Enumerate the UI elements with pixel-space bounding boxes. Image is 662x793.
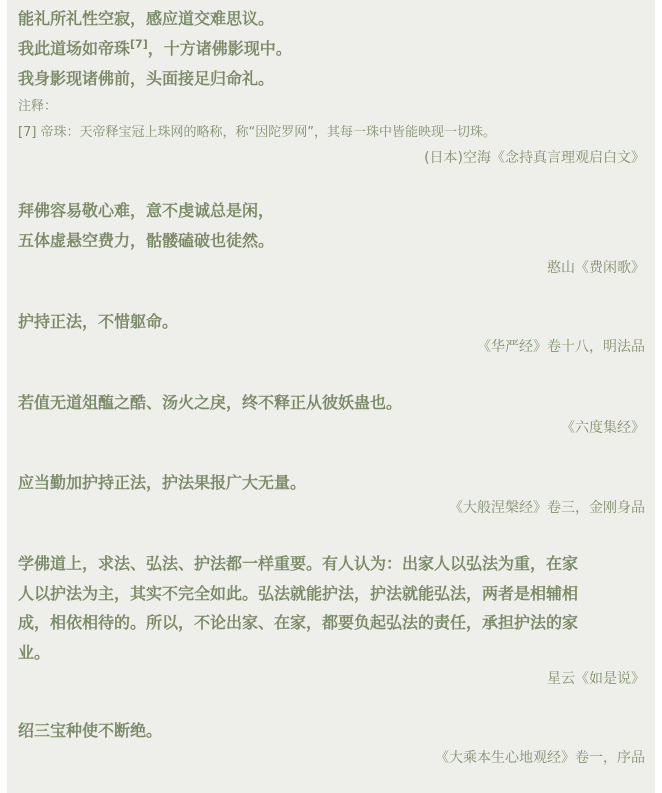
quote-block <box>18 388 645 440</box>
quote-line: 业。 <box>18 642 51 662</box>
quote-line: 绍三宝种使不断绝。 <box>18 721 163 740</box>
quote-line: 若值无道俎醢之酷、汤火之戾，终不释正从彼妖蛊也。 <box>18 393 403 412</box>
quote-block <box>18 4 645 170</box>
quote-line: 拜佛容易敬心难，意不虔诚总是闲， <box>18 201 275 220</box>
quote-line: 护持正法，不惜躯命。 <box>18 312 179 331</box>
quote-line: 学佛道上，求法、弘法、护法都一样重要。有人认为：出家人以弘法为重，在家 <box>18 554 579 573</box>
quote-source: 星云《如是说》 <box>547 671 645 687</box>
quote-block <box>18 549 645 691</box>
quote-source: 《六度集经》 <box>561 420 645 436</box>
quote-source: 《大般涅槃经》卷三，金刚身品 <box>449 500 645 516</box>
footnote-text: [7] 帝珠：天帝释宝冠上珠网的略称，称“因陀罗网”，其每一珠中皆能映现一切珠。 <box>18 125 497 140</box>
footnote-ref[interactable]: [7] <box>130 37 148 51</box>
quote-line: 我身影现诸佛前，头面接足归命礼。 <box>18 69 275 88</box>
quote-block <box>18 196 645 280</box>
quote-line: 应当勤加护持正法，护法果报广大无量。 <box>18 473 307 492</box>
quote-line <box>18 34 645 64</box>
quote-source: 《大乘本生心地观经》卷一，序品 <box>435 750 645 766</box>
quote-line: 能礼所礼性空寂，感应道交难思议。 <box>18 9 275 28</box>
quote-block <box>18 468 645 520</box>
quote-line: 五体虚悬空费力，骷髅磕破也徒然。 <box>18 231 275 250</box>
quote-line-part: ，十方诸佛影现中。 <box>147 39 292 58</box>
quote-line: 成，相依相待的。所以，不论出家、在家，都要负起弘法的责任，承担护法的家 <box>18 613 579 632</box>
note-label: 注释： <box>18 99 58 114</box>
quote-source: 《华严经》卷十八，明法品 <box>477 339 645 355</box>
quote-block <box>18 716 645 770</box>
quote-source: 憨山《费闲歌》 <box>547 260 645 276</box>
quote-line: 人以护法为主，其实不完全如此。弘法就能护法，护法就能弘法，两者是相辅相 <box>18 583 579 603</box>
page-background <box>7 0 655 793</box>
quote-line-part: 我此道场如帝珠 <box>18 39 131 58</box>
quote-block <box>18 307 645 359</box>
quote-source: (日本)空海《念持真言理观启白文》 <box>424 150 645 166</box>
